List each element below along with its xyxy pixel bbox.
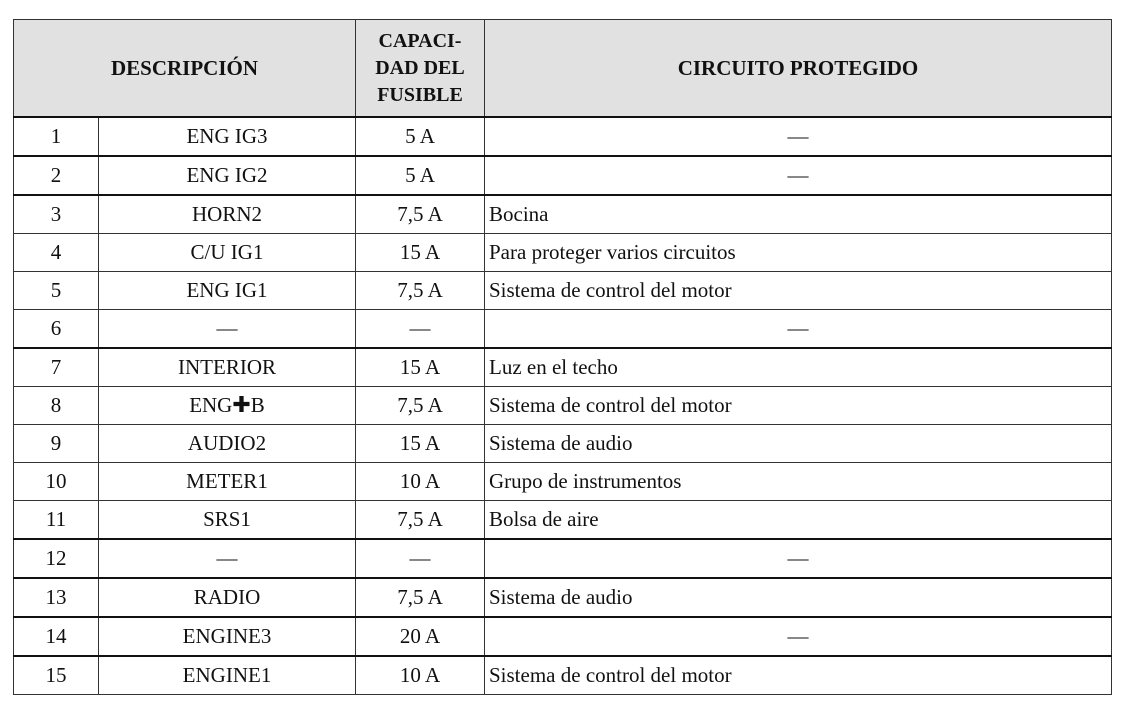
table-row [14,617,1112,656]
protected-circuit: — [485,117,1112,156]
fuse-description: ENG IG1 [99,272,356,310]
fuse-number: 7 [14,348,99,387]
protected-circuit: Sistema de control del motor [485,387,1112,425]
fuse-description [99,387,356,425]
fuse-capacity: 10 A [356,463,485,501]
fuse-description: ENG IG2 [99,156,356,195]
fuse-number: 15 [14,656,99,695]
protected-circuit: Para proteger varios circuitos [485,234,1112,272]
fuse-capacity: — [356,310,485,349]
fuse-number: 11 [14,501,99,540]
table-row [14,387,1112,425]
description-header: DESCRIPCIÓN [14,20,356,118]
protected-circuit: Sistema de audio [485,578,1112,617]
plus-icon: ✚ [232,393,251,418]
protected-circuit: — [485,617,1112,656]
fuse-number: 1 [14,117,99,156]
fuse-description: — [99,310,356,349]
fuse-description-suffix: B [250,393,265,417]
fuse-description: SRS1 [99,501,356,540]
table-row [14,348,1112,387]
fuse-description: ENG IG3 [99,117,356,156]
header-row [14,20,1112,118]
fuse-description: C/U IG1 [99,234,356,272]
fuse-description: INTERIOR [99,348,356,387]
protected-circuit: Bolsa de aire [485,501,1112,540]
protected-circuit-header: CIRCUITO PROTEGIDO [485,20,1112,118]
fuse-capacity: 7,5 A [356,387,485,425]
table-row [14,234,1112,272]
capacity-header-line-2: DAD DEL [375,56,465,79]
protected-circuit: — [485,310,1112,349]
table-row [14,578,1112,617]
fuse-capacity: 15 A [356,348,485,387]
protected-circuit: Luz en el techo [485,348,1112,387]
fuse-number: 2 [14,156,99,195]
table-row [14,425,1112,463]
fuse-capacity: 5 A [356,156,485,195]
fuse-capacity: 20 A [356,617,485,656]
table-row [14,117,1112,156]
fuse-capacity: — [356,539,485,578]
fuse-description: — [99,539,356,578]
table-row [14,272,1112,310]
fuse-capacity: 10 A [356,656,485,695]
protected-circuit: Grupo de instrumentos [485,463,1112,501]
fuse-number: 12 [14,539,99,578]
fuse-number: 5 [14,272,99,310]
table-row [14,156,1112,195]
fuse-capacity: 7,5 A [356,272,485,310]
fuse-description: AUDIO2 [99,425,356,463]
fuse-capacity: 5 A [356,117,485,156]
fuse-number: 8 [14,387,99,425]
fuse-number: 13 [14,578,99,617]
protected-circuit: Sistema de control del motor [485,656,1112,695]
table-row [14,463,1112,501]
table-row [14,195,1112,234]
table-row [14,656,1112,695]
capacity-header-line-1: CAPACI- [378,29,462,52]
protected-circuit: Bocina [485,195,1112,234]
fuse-description: RADIO [99,578,356,617]
fuse-description: METER1 [99,463,356,501]
fuse-capacity-header [356,20,485,118]
fuse-capacity: 7,5 A [356,578,485,617]
protected-circuit: Sistema de control del motor [485,272,1112,310]
table-row [14,539,1112,578]
fuse-number: 3 [14,195,99,234]
fuse-number: 9 [14,425,99,463]
fuse-number: 10 [14,463,99,501]
fuse-number: 14 [14,617,99,656]
fuse-description-prefix: ENG [189,393,233,417]
table-row [14,501,1112,540]
fuse-description: ENGINE1 [99,656,356,695]
capacity-header-line-3: FUSIBLE [377,83,463,106]
fuse-capacity: 7,5 A [356,501,485,540]
protected-circuit: Sistema de audio [485,425,1112,463]
table-row [14,310,1112,349]
fuse-capacity: 7,5 A [356,195,485,234]
fuse-description: HORN2 [99,195,356,234]
fuse-table [13,19,1112,695]
fuse-number: 4 [14,234,99,272]
fuse-capacity: 15 A [356,234,485,272]
protected-circuit: — [485,156,1112,195]
fuse-capacity: 15 A [356,425,485,463]
protected-circuit: — [485,539,1112,578]
fuse-number: 6 [14,310,99,349]
fuse-description: ENGINE3 [99,617,356,656]
